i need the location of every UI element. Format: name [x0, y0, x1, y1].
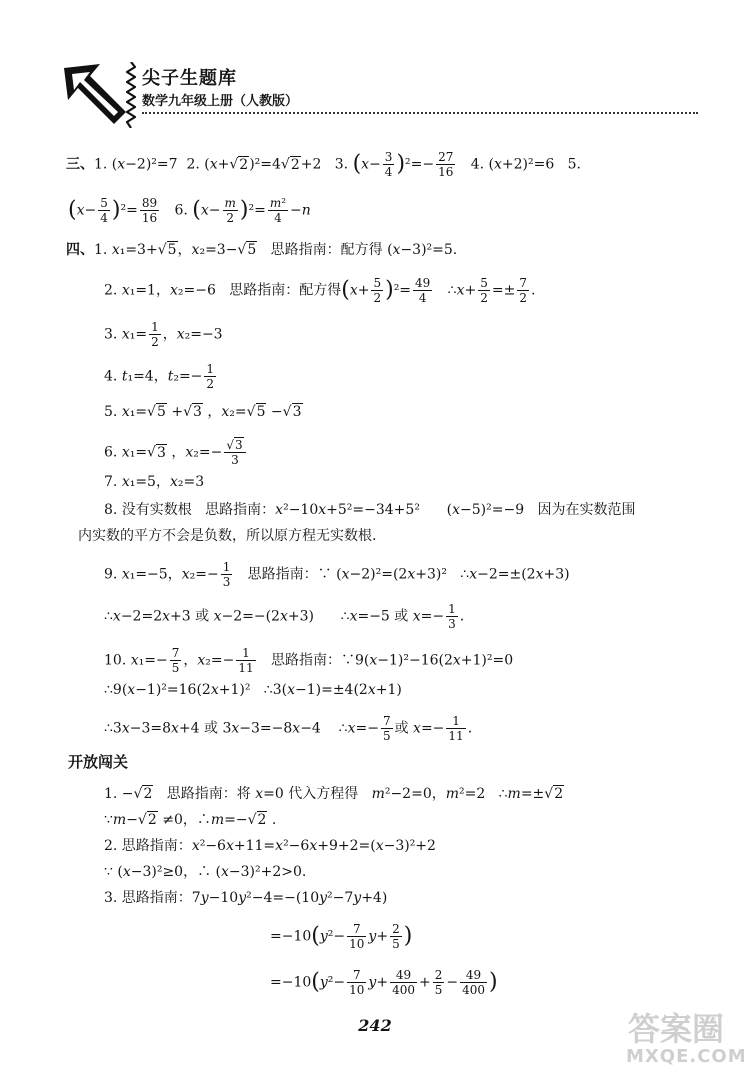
answer-line-si-1: 四、1. x₁=3+√5，x₂=3−√5 思路指南：配方得 (x−3)²=5. — [66, 242, 458, 258]
page-number: 242 — [358, 1016, 392, 1035]
answer-line-si-7: 7. x₁=5，x₂=3 — [104, 474, 205, 490]
section-heading-open: 开放闯关 — [68, 753, 129, 771]
answer-line-si-9b: ∴x−2=2x+3 或 x−2=−(2x+3) ∴x=−5 或 x=− $\frac{1}{3}$ . — [104, 602, 465, 631]
answer-line-open-3c: =−10(y²− $\frac{7}{10}$ y+ $\frac{49}{400}$ + $\frac{2}{5}$ − $\frac{49}{400}$ ) — [270, 968, 498, 997]
answer-line-si-5: 5. x₁=√5 +√3 ，x₂=√5 −√3 — [104, 404, 302, 420]
answer-line-si-2: 2. x₁=1，x₂=−6 思路指南：配方得(x+ $\frac{5}{2}$ )²= $\frac{49}{4}$ ∴x+ $\frac{5}{2}$ =± $\frac{7}{2}$ . — [104, 276, 536, 305]
answer-line-si-3: 3. x₁= $\frac{1}{2}$ ，x₂=−3 — [104, 320, 223, 349]
watermark-logo — [622, 1002, 747, 1072]
answer-line-si-10b: ∴9(x−1)²=16(2x+1)² ∴3(x−1)=±4(2x+1) — [104, 682, 402, 698]
answer-line-si-6: 6. x₁=√3 ，x₂=− $\frac{√3}{3}$ — [104, 438, 248, 467]
watermark-top-text: 答案圈 — [628, 1010, 725, 1048]
answer-line-si-4: 4. t₁=4，t₂=− $\frac{1}{2}$ — [104, 362, 215, 391]
answer-line-open-3b: =−10(y²− $\frac{7}{10}$ y+ $\frac{2}{5}$ ) — [270, 922, 413, 951]
answer-line-si-9a: 9. x₁=−5，x₂=− $\frac{1}{3}$ 思路指南：∵ (x−2)²=(2x+3)² ∴x−2=±(2x+3) — [104, 560, 570, 589]
header-dotted-rule — [142, 112, 698, 114]
answer-line-open-1a: 1. −√2 思路指南：将 x=0 代入方程得 m²−2=0，m²=2 ∴m=±√2 — [104, 786, 564, 802]
zigzag-divider-icon — [126, 62, 136, 128]
book-header — [60, 52, 700, 132]
answer-line-san-1: 三、1. (x−2)²=7 2. (x+√2)²=4√2+2 3. (x− $\frac{3}{4}$ )²=− $\frac{27}{16}$ 4. (x+2)²=6 5. — [66, 150, 581, 179]
answer-line-open-2a: 2. 思路指南：x²−6x+11=x²−6x+9+2=(x−3)²+2 — [104, 838, 436, 854]
answer-line-si-10c: ∴3x−3=8x+4 或 3x−3=−8x−4 ∴x=− $\frac{7}{5}$ 或 x=− $\frac{1}{11}$ . — [104, 714, 473, 743]
book-subtitle: 数学九年级上册（人教版） — [142, 94, 299, 109]
answer-line-si-10a: 10. x₁=− $\frac{7}{5}$ ，x₂=− $\frac{1}{11}$ 思路指南：∵9(x−1)²−16(2x+1)²=0 — [104, 646, 514, 675]
answer-line-si-8a: 8. 没有实数根 思路指南：x²−10x+5²=−34+5² (x−5)²=−9 因为在实数范围 — [104, 502, 636, 518]
answer-line-open-2b: ∵ (x−3)²≥0，∴ (x−3)²+2>0. — [104, 864, 307, 880]
answer-line-si-8b: 内实数的平方不会是负数，所以原方程无实数根. — [78, 528, 377, 544]
answer-line-open-1b: ∵m−√2 ≠0，∴m=−√2 . — [104, 812, 277, 828]
brand-title: 尖子生题库 — [142, 68, 237, 89]
answer-line-san-2: (x− $\frac{5}{4}$ )²= $\frac{89}{16}$ 6. (x− $\frac{m}{2}$ )²= $\frac{\text{m²}}{4}$ −n — [68, 196, 311, 225]
watermark-bottom-text: MXQE.COM — [626, 1046, 747, 1067]
arrow-logo-icon — [60, 60, 130, 132]
answer-line-open-3a: 3. 思路指南：7y−10y²−4=−(10y²−7y+4) — [104, 890, 388, 906]
